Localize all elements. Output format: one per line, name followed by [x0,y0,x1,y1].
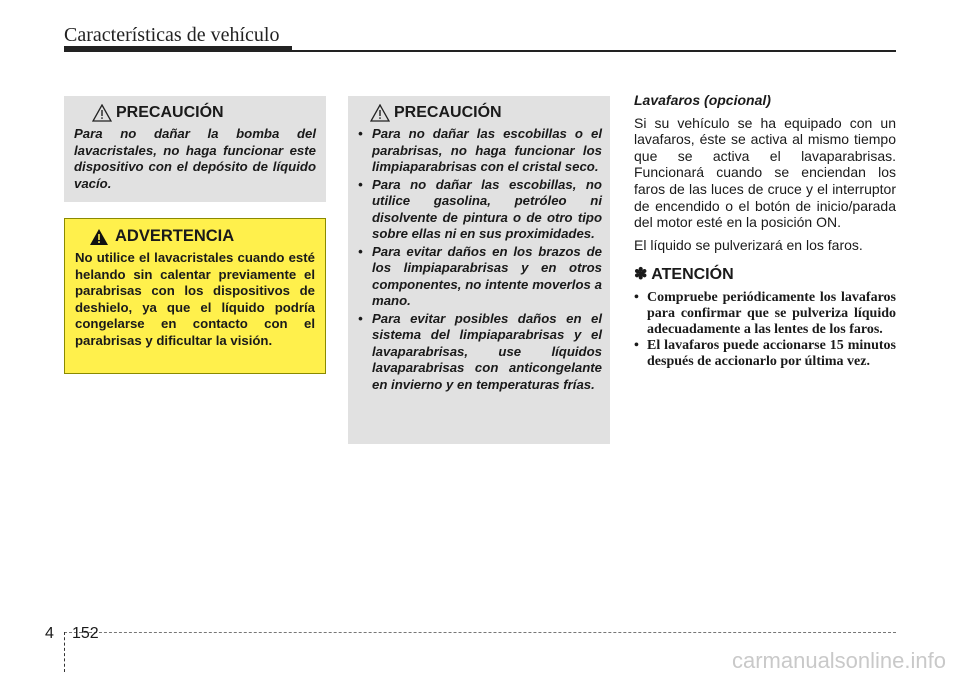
warning-title-text: ADVERTENCIA [115,227,235,245]
footer-rule [64,632,896,633]
header-rule [64,50,896,52]
warning-title [89,227,315,246]
list-item: • Para no dañar las escobillas, no utilice gasolina, petróleo ni disolvente de pintura o de otro tipo sobre ellas ni en sus proximidades. [358,176,602,241]
list-item: • Para evitar posibles daños en el sistema del limpiaparabrisas y el lavaparabrisas, use líquidos lavaparabrisas con anticongelante en invierno y en temperaturas frías. [358,310,602,392]
footer-divider [64,632,65,672]
page-header-title: Características de vehículo [64,24,280,46]
paragraph: Si su vehículo se ha equipado con un lavafaros, éste se activa al mismo tiempo que se activa el lavaparabrisas. Funcionará cuando se enciendan los faros de las luces de cruce y el interruptor de encendido o el botón de inicio/parada del motor esté en la posición ON. [634,114,896,231]
warning-triangle-icon [92,104,112,122]
list-item: • Para evitar daños en los brazos de los limpiaparabrisas y en otros componentes, no intente moverlos a mano. [358,243,602,308]
warning-box [64,218,326,374]
attention-list [634,290,896,370]
section-heading: Lavafaros (opcional) [634,92,771,108]
caution-title-text: PRECAUCIÓN [116,104,224,121]
list-item: • El lavafaros puede accionarse 15 minutos después de accionarlo por última vez. [634,337,896,369]
headlamp-washer-section [634,92,896,370]
list-item: • Compruebe periódicamente los lavafaros para confirmar que se pulveriza líquido adecuadamente a las lentes de los faros. [634,289,896,337]
warning-filled-icon [89,228,109,246]
caution-box-pump [64,96,326,202]
caution-title [92,104,316,122]
caution-title-text: PRECAUCIÓN [394,104,502,121]
warning-text: No utilice el lavacristales cuando esté helando sin calentar previamente el parabrisas con los dispositivos de deshielo, ya que el líquido podría congelarse en contacto con el parabrisas y dificultar la visión. [75,250,315,348]
caution-wipers-list [356,126,602,393]
watermark: carmanualsonline.info [731,648,946,673]
warning-triangle-icon [370,104,390,122]
page-number: 152 [72,625,99,642]
attention-title: ✽ ATENCIÓN [634,266,734,284]
paragraph: El líquido se pulverizará en los faros. [634,236,863,253]
caution-box-wipers [348,96,610,444]
chapter-number: 4 [45,625,54,642]
caution-pump-text: Para no dañar la bomba del lavacristales, no haga funcionar este dispositivo con el depósito de líquido vacío. [74,126,316,191]
list-item: • Para no dañar las escobillas o el parabrisas, no haga funcionar los limpiaparabrisas con el cristal seco. [358,126,602,174]
caution-title [370,104,602,122]
